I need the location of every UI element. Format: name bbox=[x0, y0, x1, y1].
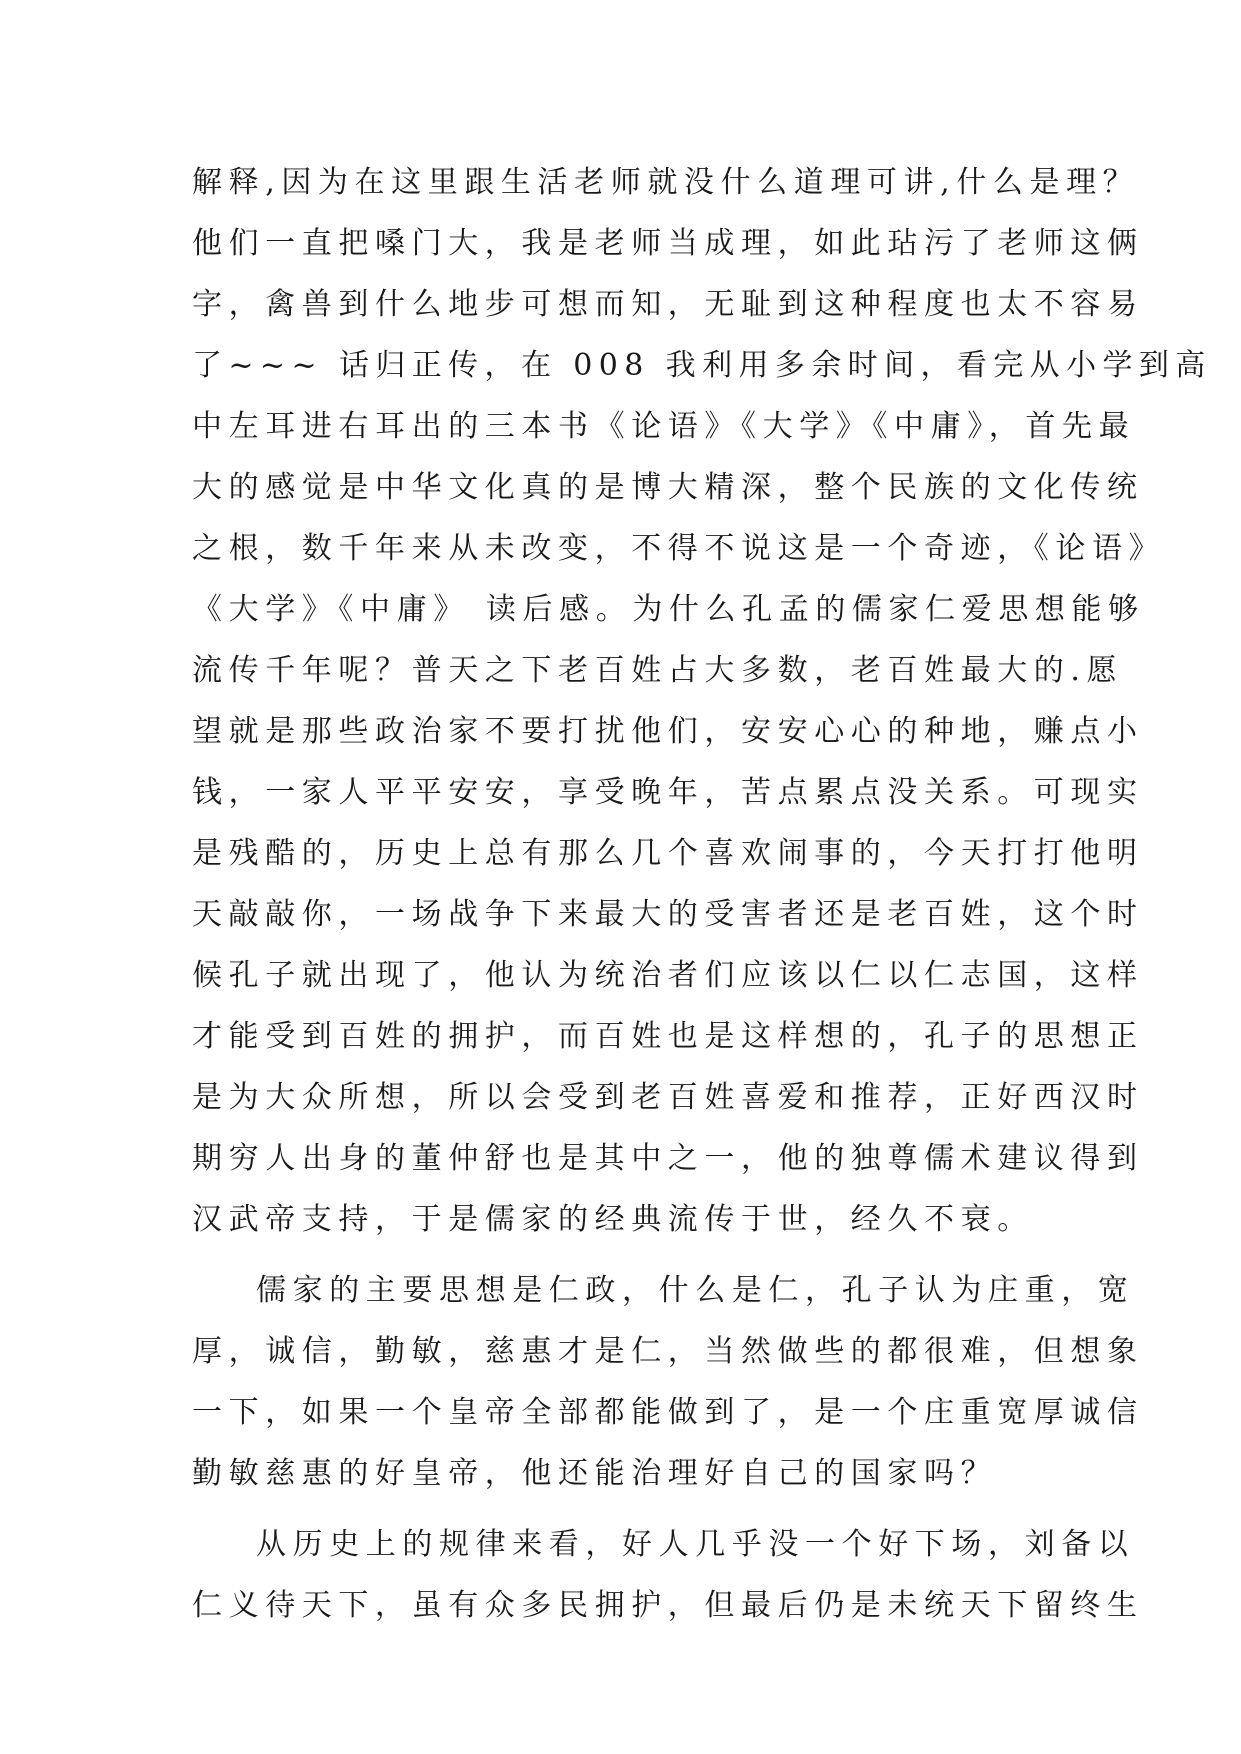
text-line: 勤敏慈惠的好皇帝，他还能治理好自己的国家吗？ bbox=[192, 1456, 998, 1491]
text-line: 望就是那些政治家不要打扰他们，安安心心的种地，赚点小 bbox=[192, 714, 1144, 749]
paragraph-first-line: 儒家的主要思想是仁政，什么是仁，孔子认为庄重，宽 bbox=[256, 1273, 1135, 1308]
text-line: 之根，数千年来从未改变，不得不说这是一个奇迹，《论语》 bbox=[192, 531, 1166, 566]
paragraph-first-line: 从历史上的规律来看，好人几乎没一个好下场，刘备以 bbox=[256, 1527, 1135, 1562]
text-line: 天敲敲你，一场战争下来最大的受害者还是老百姓，这个时 bbox=[192, 897, 1144, 932]
text-line: 期穷人出身的董仲舒也是其中之一，他的独尊儒术建议得到 bbox=[192, 1141, 1144, 1176]
text-line: 是残酷的，历史上总有那么几个喜欢闹事的，今天打打他明 bbox=[192, 836, 1144, 871]
text-line: 仁义待天下，虽有众多民拥护，但最后仍是未统天下留终生 bbox=[192, 1588, 1144, 1623]
text-line: 中左耳进右耳出的三本书《论语》《大学》《中庸》，首先最 bbox=[192, 409, 1136, 444]
text-line: 钱，一家人平平安安，享受晚年，苦点累点没关系。可现实 bbox=[192, 775, 1144, 810]
text-line: 流传千年呢？普天之下老百姓占大多数，老百姓最大的.愿 bbox=[192, 653, 1124, 688]
text-line: 《大学》《中庸》 读后感。为什么孔孟的儒家仁爱思想能够 bbox=[192, 592, 1145, 627]
text-line: 是为大众所想，所以会受到老百姓喜爱和推荐，正好西汉时 bbox=[192, 1080, 1144, 1115]
text-line: 汉武帝支持，于是儒家的经典流传于世，经久不衰。 bbox=[192, 1202, 1034, 1237]
text-line: 厚，诚信，勤敏，慈惠才是仁，当然做些的都很难，但想象 bbox=[192, 1334, 1144, 1369]
text-line: 一下，如果一个皇帝全部都能做到了，是一个庄重宽厚诚信 bbox=[192, 1395, 1144, 1430]
text-line: 了~~~ 话归正传，在 008 我利用多余时间，看完从小学到高 bbox=[192, 348, 1212, 383]
text-line: 解释,因为在这里跟生活老师就没什么道理可讲,什么是理？ bbox=[192, 165, 1140, 200]
text-line: 他们一直把嗓门大，我是老师当成理，如此玷污了老师这俩 bbox=[192, 226, 1144, 261]
text-line: 候孔子就出现了，他认为统治者们应该以仁以仁志国，这样 bbox=[192, 958, 1144, 993]
text-line: 大的感觉是中华文化真的是博大精深，整个民族的文化传统 bbox=[192, 470, 1144, 505]
text-line: 字，禽兽到什么地步可想而知，无耻到这种程度也太不容易 bbox=[192, 287, 1144, 322]
text-line: 才能受到百姓的拥护，而百姓也是这样想的，孔子的思想正 bbox=[192, 1019, 1144, 1054]
